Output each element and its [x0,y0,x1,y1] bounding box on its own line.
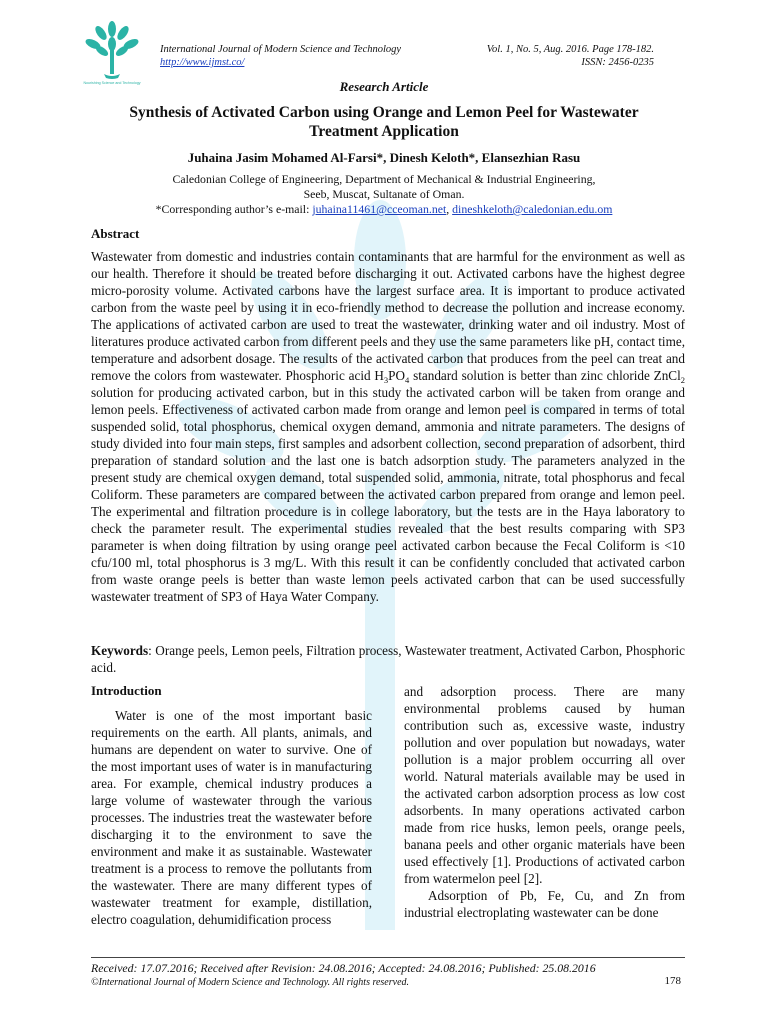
abstract-subscript-2: 4 [405,375,410,385]
email-separator: , [446,202,453,216]
paper-title [60,103,708,141]
title-line-1: Synthesis of Activated Carbon using Orange and Lemon Peel for Wastewater [129,104,639,121]
volume-info: Vol. 1, No. 5, Aug. 2016. Page 178-182. [486,44,654,55]
abstract-subscript-1: 3 [383,375,389,385]
abstract-heading: Abstract [91,226,140,241]
intro-right-paragraph-2: Adsorption of Pb, Fe, Cu, and Zn from industrial electroplating wastewater can be done [404,888,685,920]
introduction-left-column: Water is one of the most important basic requirements on the earth. All plants, animals, and humans are dependent on water to survive. One of the most important uses of water is in manufacturing area. For example, chemical industry produces a large volume of wastewater through the various processes. The industries treat the wastewater before discharging it to the environment to save the environment and make it as sustainable. Wastewater treatment is a process to remove the pollutants from the wastewater. There are many different types of wastewater treatment for example, distillation, electro coagulation, dehumidification process [91,708,372,927]
footer-copyright: ©International Journal of Modern Science and Technology. All rights reserved. [91,977,410,988]
corresponding-email-line [0,202,768,217]
logo-caption: Nourishing Science and Technology [83,81,141,85]
email-link-2[interactable]: dineshkeloth@caledonian.edu.om [452,202,613,216]
affiliation [0,172,768,217]
article-type: Research Article [339,79,429,94]
keywords [91,642,685,676]
introduction-right-column [404,683,685,921]
keywords-label: Keywords [91,643,149,658]
abstract-body [91,248,685,605]
affiliation-line-1: Caledonian College of Engineering, Department of Mechanical & Industrial Engineering, [172,172,596,186]
page-number: 178 [664,975,681,987]
journal-url-wrap [160,56,244,69]
keywords-text: : Orange peels, Lemon peels, Filtration process, Wastewater treatment, Activated Carbon, Phosphoric acid. [91,643,685,675]
abstract-text-2: PO [388,368,406,383]
abstract-text-1: Wastewater from domestic and industries contain contaminants that are harmful for the environment as well as our health. Therefore it should be treated before discharging it out. Activated carbons have the highest degree micro-porosity volume. Activated carbons have the largest surface area. It is important to produce activated carbon from the waste peel by using it in eco-friendly method to decrease the pollution and increase economy. The applications of activated carbon are used to treat the wastewater, drinking water and oil industry. Most of literatures produce activated carbon from different peels and they use the same parameters like pH, contact time, temperature and adsorbent dosage. The results of the activated carbon that produces from the peel can treat and remove the colors from wastewater. Phosphoric acid H [91,249,685,383]
affiliation-line-2: Seeb, Muscat, Sultanate of Oman. [303,187,465,201]
abstract-subscript-3: 2 [680,375,685,385]
email-link-1[interactable]: juhaina11461@cceoman.net [312,202,447,216]
journal-name: International Journal of Modern Science and Technology [160,44,402,55]
journal-logo-icon [82,20,142,86]
abstract-text-3: standard solution is better than zinc chloride ZnCl [409,368,681,383]
issn: ISSN: 2456-0235 [581,57,654,68]
journal-url-link[interactable]: http://www.ijmst.co/ [160,57,245,68]
title-line-2: Treatment Application [309,123,459,140]
authors: Juhaina Jasim Mohamed Al-Farsi*, Dinesh Keloth*, Elansezhian Rasu [187,150,581,165]
intro-right-paragraph-1: and adsorption process. There are many environmental problems caused by human contribution such as, excessive waste, industry pollution and over population but nowadays, water pollution is a major problem occurring all over world. Natural materials available may be used in the activated carbon adsorption process as low cost adsorbents. In many operations activated carbon made from rice husks, lemon peels, orange peels, banana peels and other organic materials have been used effectively [1]. Productions of activated carbon from watermelon peel [2]. [404,684,685,886]
introduction-heading: Introduction [91,683,162,698]
corresponding-prefix: *Corresponding author’s e-mail: [155,202,313,216]
footer-divider [91,957,685,958]
footer-dates: Received: 17.07.2016; Received after Revision: 24.08.2016; Accepted: 24.08.2016; Published: 25.08.2016 [91,961,596,975]
abstract-text-4: solution for producing activated carbon, but in this study the activated carbon will be taken from orange and lemon peels. Effectiveness of activated carbon made from orange and lemon peel is compared in terms of total suspended solid, total phosphorus, chemical oxygen demand, ammonia and nitrate parameters. The designs of study divided into four main steps, first samples and adsorbent collection, second preparation of adsorbent, third preparation of standard solution and the last one is batch adsorption study. The parameters analyzed in the present study are chemical oxygen demand, total suspended solid, ammonia, nitrate, total phosphorus and fecal Coliform. These parameters are compared between the activated carbon prepared from orange and lemon peel. The experimental and filtration procedure is in college laboratory, but the tests are in the Haya laboratory to check the parameter result. The experimental studies revealed that the best results comparing with SP3 parameter is when doing filtration by using orange peel activated carbon because the Fecal Coliform is <10 cfu/100 ml, total phosphorus is 3 mg/L. With this result it can be confidently concluded that activated carbon from waste orange peels is better than waste lemon peels activated carbon that can be used successfully wastewater treatment of SP3 of Haya Water Company. [91,385,685,604]
